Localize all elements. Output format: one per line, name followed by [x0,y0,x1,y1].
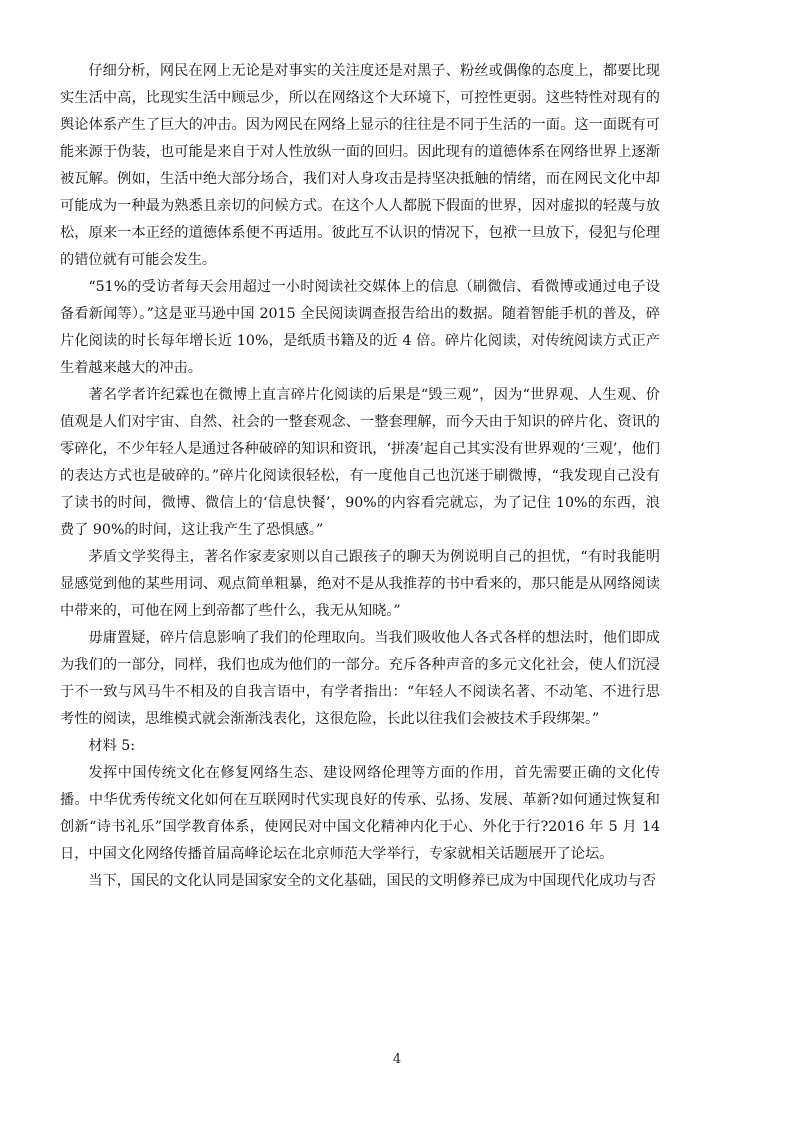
paragraph-7: 当下，国民的文化认同是国家安全的文化基础，国民的文明修养已成为中国现代化成功与否 [88,873,656,889]
page-number: 4 [392,1052,402,1067]
document-body [60,58,660,895]
paragraph-3: 著名学者许纪霖也在微博上直言碎片化阅读的后果是“毁三观”，因为“世界观、人生观、价值观是人们对宇宙、自然、社会的一整套观念、一整套理解，而今天由于知识的碎片化、资讯的零碎化，不少年轻人是通过各种破碎的知识和资讯，‘拼凑’起自己其实没有世界观的‘三观’，他们的表达方式也是破碎的。”碎片化阅读很轻松，有一度他自己也沉迷于刷微博，“我发现自己没有了读书的时间，微博、微信上的‘信息快餐’，90%的内容看完就忘，为了记住 10%的东西，浪费了 90%的时间，这让我产生了恐惧感。” [60,387,660,538]
section-label: 材料 5: [88,738,136,754]
paragraph-1: 仔细分析，网民在网上无论是对事实的关注度还是对黑子、粉丝或偶像的态度上，都要比现实生活中高，比现实生活中顾忌少，所以在网络这个大环境下，可控性更弱。这些特性对现有的舆论体系产生了巨大的冲击。因为网民在网络上显示的往往是不同于生活的一面。这一面既有可能来源于伪装，也可能是来自于对人性放纵一面的回归。因此现有的道德体系在网络世界上逐渐被瓦解。例如，生活中绝大部分场合，我们对人身攻击是持坚决抵触的情绪，而在网民文化中却可能成为一种最为熟悉且亲切的问候方式。在这个人人都脱下假面的世界，因对虚拟的轻蔑与放松，原来一本正经的道德体系便不再适用。彼此互不认识的情况下，包袱一旦放下，侵犯与伦理的错位就有可能会发生。 [60,63,660,268]
paragraph-6: 发挥中国传统文化在修复网络生态、建设网络伦理等方面的作用，首先需要正确的文化传播。中华优秀传统文化如何在互联网时代实现良好的传承、弘扬、发展、革新?如何通过恢复和创新“诗书礼乐”国学教育体系，使网民对中国文化精神内化于心、外化于行?2016 年 5 月 14 日，中国文化网络传播首届高峰论坛在北京师范大学举行，专家就相关话题展开了论坛。 [60,765,660,862]
paragraph-2: “51%的受访者每天会用超过一小时阅读社交媒体上的信息（刷微信、看微博或通过电子设备看新闻等）。”这是亚马逊中国 2015 全民阅读调查报告给出的数据。随着智能手机的普及，碎片化阅读的时长每年增长近 10%，是纸质书籍及的近 4 倍。碎片化阅读，对传统阅读方式正产生着越来越大的冲击。 [60,279,660,376]
paragraph-4: 茅盾文学奖得主，著名作家麦家则以自己跟孩子的聊天为例说明自己的担忧，“有时我能明显感觉到他的某些用词、观点简单粗暴，绝对不是从我推荐的书中看来的，那只能是从网络阅读中带来的，可他在网上到帝都了些什么，我无从知晓。” [60,549,660,619]
paragraph-5: 毋庸置疑，碎片信息影响了我们的伦理取向。当我们吸收他人各式各样的想法时，他们即成为我们的一部分，同样，我们也成为他们的一部分。充斥各种声音的多元文化社会，使人们沉浸于不一致与风马牛不相及的自我言语中，有学者指出：“年轻人不阅读名著、不动笔、不进行思考性的阅读，思维模式就会渐渐浅表化，这很危险，长此以往我们会被技术手段绑架。” [60,630,660,727]
